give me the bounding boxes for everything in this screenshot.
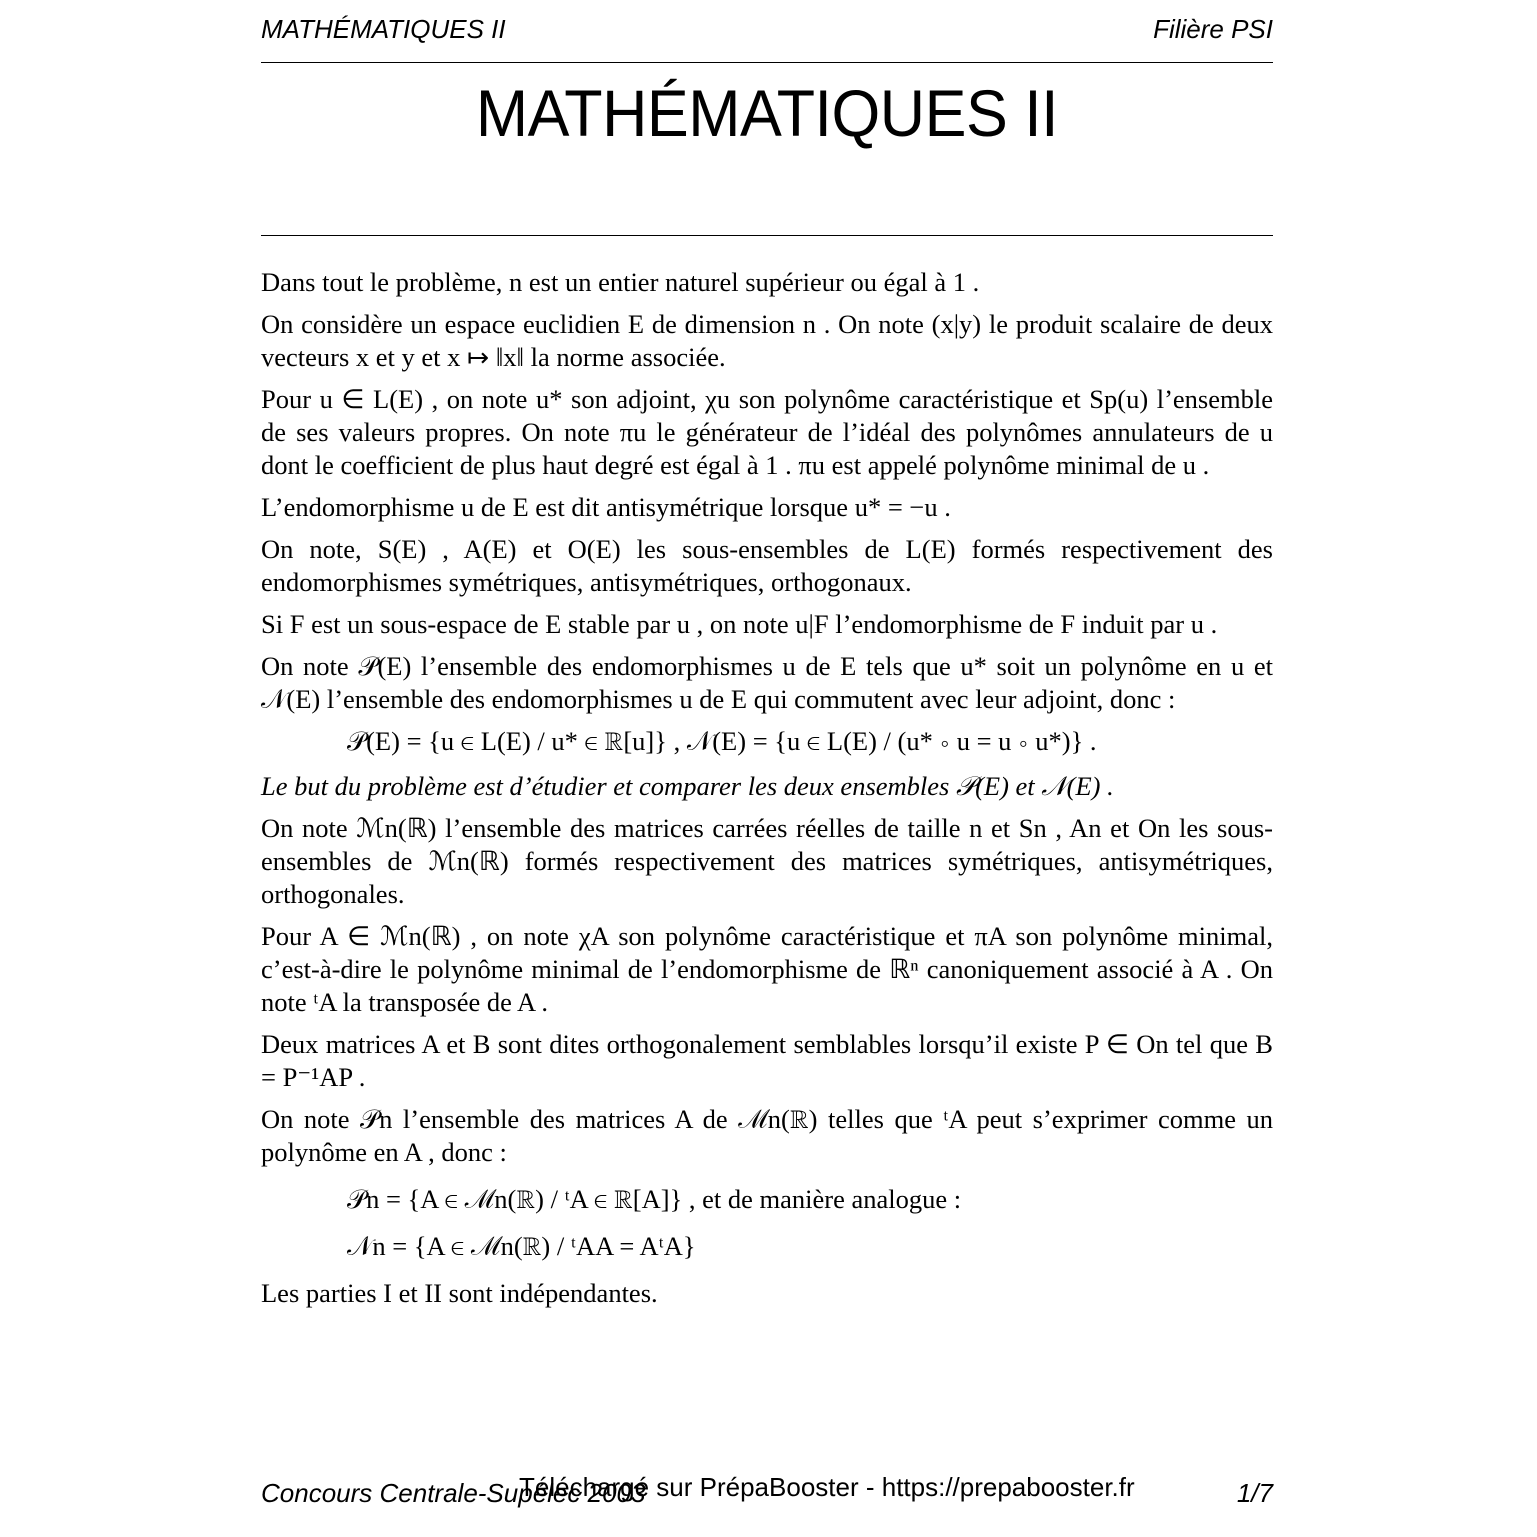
page-number: 1/7 [1236,1478,1273,1508]
document-body [261,266,1273,1319]
page-footer [261,1472,1273,1512]
paragraph-subsets-definition: On note, S(E) , A(E) et O(E) les sous-ensembles de L(E) formés respectivement des endomorphismes symétriques, antisymétriques, orthogonaux. [261,534,1273,597]
paragraph-problem-goal: Le but du problème est d’étudier et comparer les deux ensembles 𝒫(E) et 𝒩(E) . [261,771,1114,801]
equation-P-N-sets: 𝒫(E) = {u ∈ L(E) / u* ∈ ℝ[u]} , 𝒩(E) = {u ∈ L(E) / (u* ∘ u = u ∘ u*)} . [347,726,1097,756]
paragraph-orthogonal-similarity: Deux matrices A et B sont dites orthogonalement semblables lorsqu’il existe P ∈ On tel que B = P⁻¹AP . [261,1029,1273,1092]
paragraph-matrix-polynomials: Pour A ∈ ℳn(ℝ) , on note χA son polynôme caractéristique et πA son polynôme minimal, c’est-à-dire le polynôme minimal de l’endomorphisme de ℝⁿ canoniquement associé à A . On note ᵗA la transposée de A . [261,921,1273,1017]
paragraph-antisymmetric-definition: L’endomorphisme u de E est dit antisymétrique lorsque u* = −u . [261,492,951,522]
paragraph-matrix-sets: On note ℳn(ℝ) l’ensemble des matrices carrées réelles de taille n et Sn , An et On les sous-ensembles de ℳn(ℝ) formés respectivement des matrices symétriques, antisymétriques, orthogonales. [261,813,1273,909]
equation-Pn-set: 𝒫n = {A ∈ ℳn(ℝ) / ᵗA ∈ ℝ[A]} , et de manière analogue : [347,1184,962,1214]
page-title: MATHÉMATIQUES II [475,76,1059,150]
download-watermark: Téléchargé sur PrépaBooster - https://prepabooster.fr [519,1472,1135,1502]
header-subject: MATHÉMATIQUES II [261,14,506,44]
paragraph-parts-independent: Les parties I et II sont indépendantes. [261,1278,658,1308]
equation-Nn-set: 𝒩n = {A ∈ ℳn(ℝ) / ᵗAA = AᵗA} [347,1231,696,1261]
paragraph-Pn-definition: On note 𝒫n l’ensemble des matrices A de ℳn(ℝ) telles que ᵗA peut s’exprimer comme un polynôme en A , donc : [261,1104,1273,1167]
paragraph-P-N-definition: On note 𝒫(E) l’ensemble des endomorphismes u de E tels que u* soit un polynôme en u et 𝒩(E) l’ensemble des endomorphismes u de E qui commutent avec leur adjoint, donc : [261,651,1273,714]
header-divider [261,62,1273,63]
footer-exam-name: Concours Centrale-Supélec 2003 [261,1478,646,1508]
paragraph-euclidean-space: On considère un espace euclidien E de dimension n . On note (x|y) le produit scalaire de deux vecteurs x et y et x ↦ ‖x‖ la norme associée. [261,309,1273,372]
paragraph-intro: Dans tout le problème, n est un entier naturel supérieur ou égal à 1 . [261,267,980,297]
header-track: Filière PSI [1153,14,1273,44]
paragraph-adjoint-definitions: Pour u ∈ L(E) , on note u* son adjoint, χu son polynôme caractéristique et Sp(u) l’ensemble de ses valeurs propres. On note πu le générateur de l’idéal des polynômes annulateurs de u dont le coefficient de plus haut degré est égal à 1 . πu est appelé polynôme minimal de u . [261,384,1273,480]
running-header [261,14,1273,50]
title-divider [261,235,1273,236]
paragraph-induced-endomorphism: Si F est un sous-espace de E stable par u , on note u|F l’endomorphisme de F induit par u . [261,609,1218,639]
